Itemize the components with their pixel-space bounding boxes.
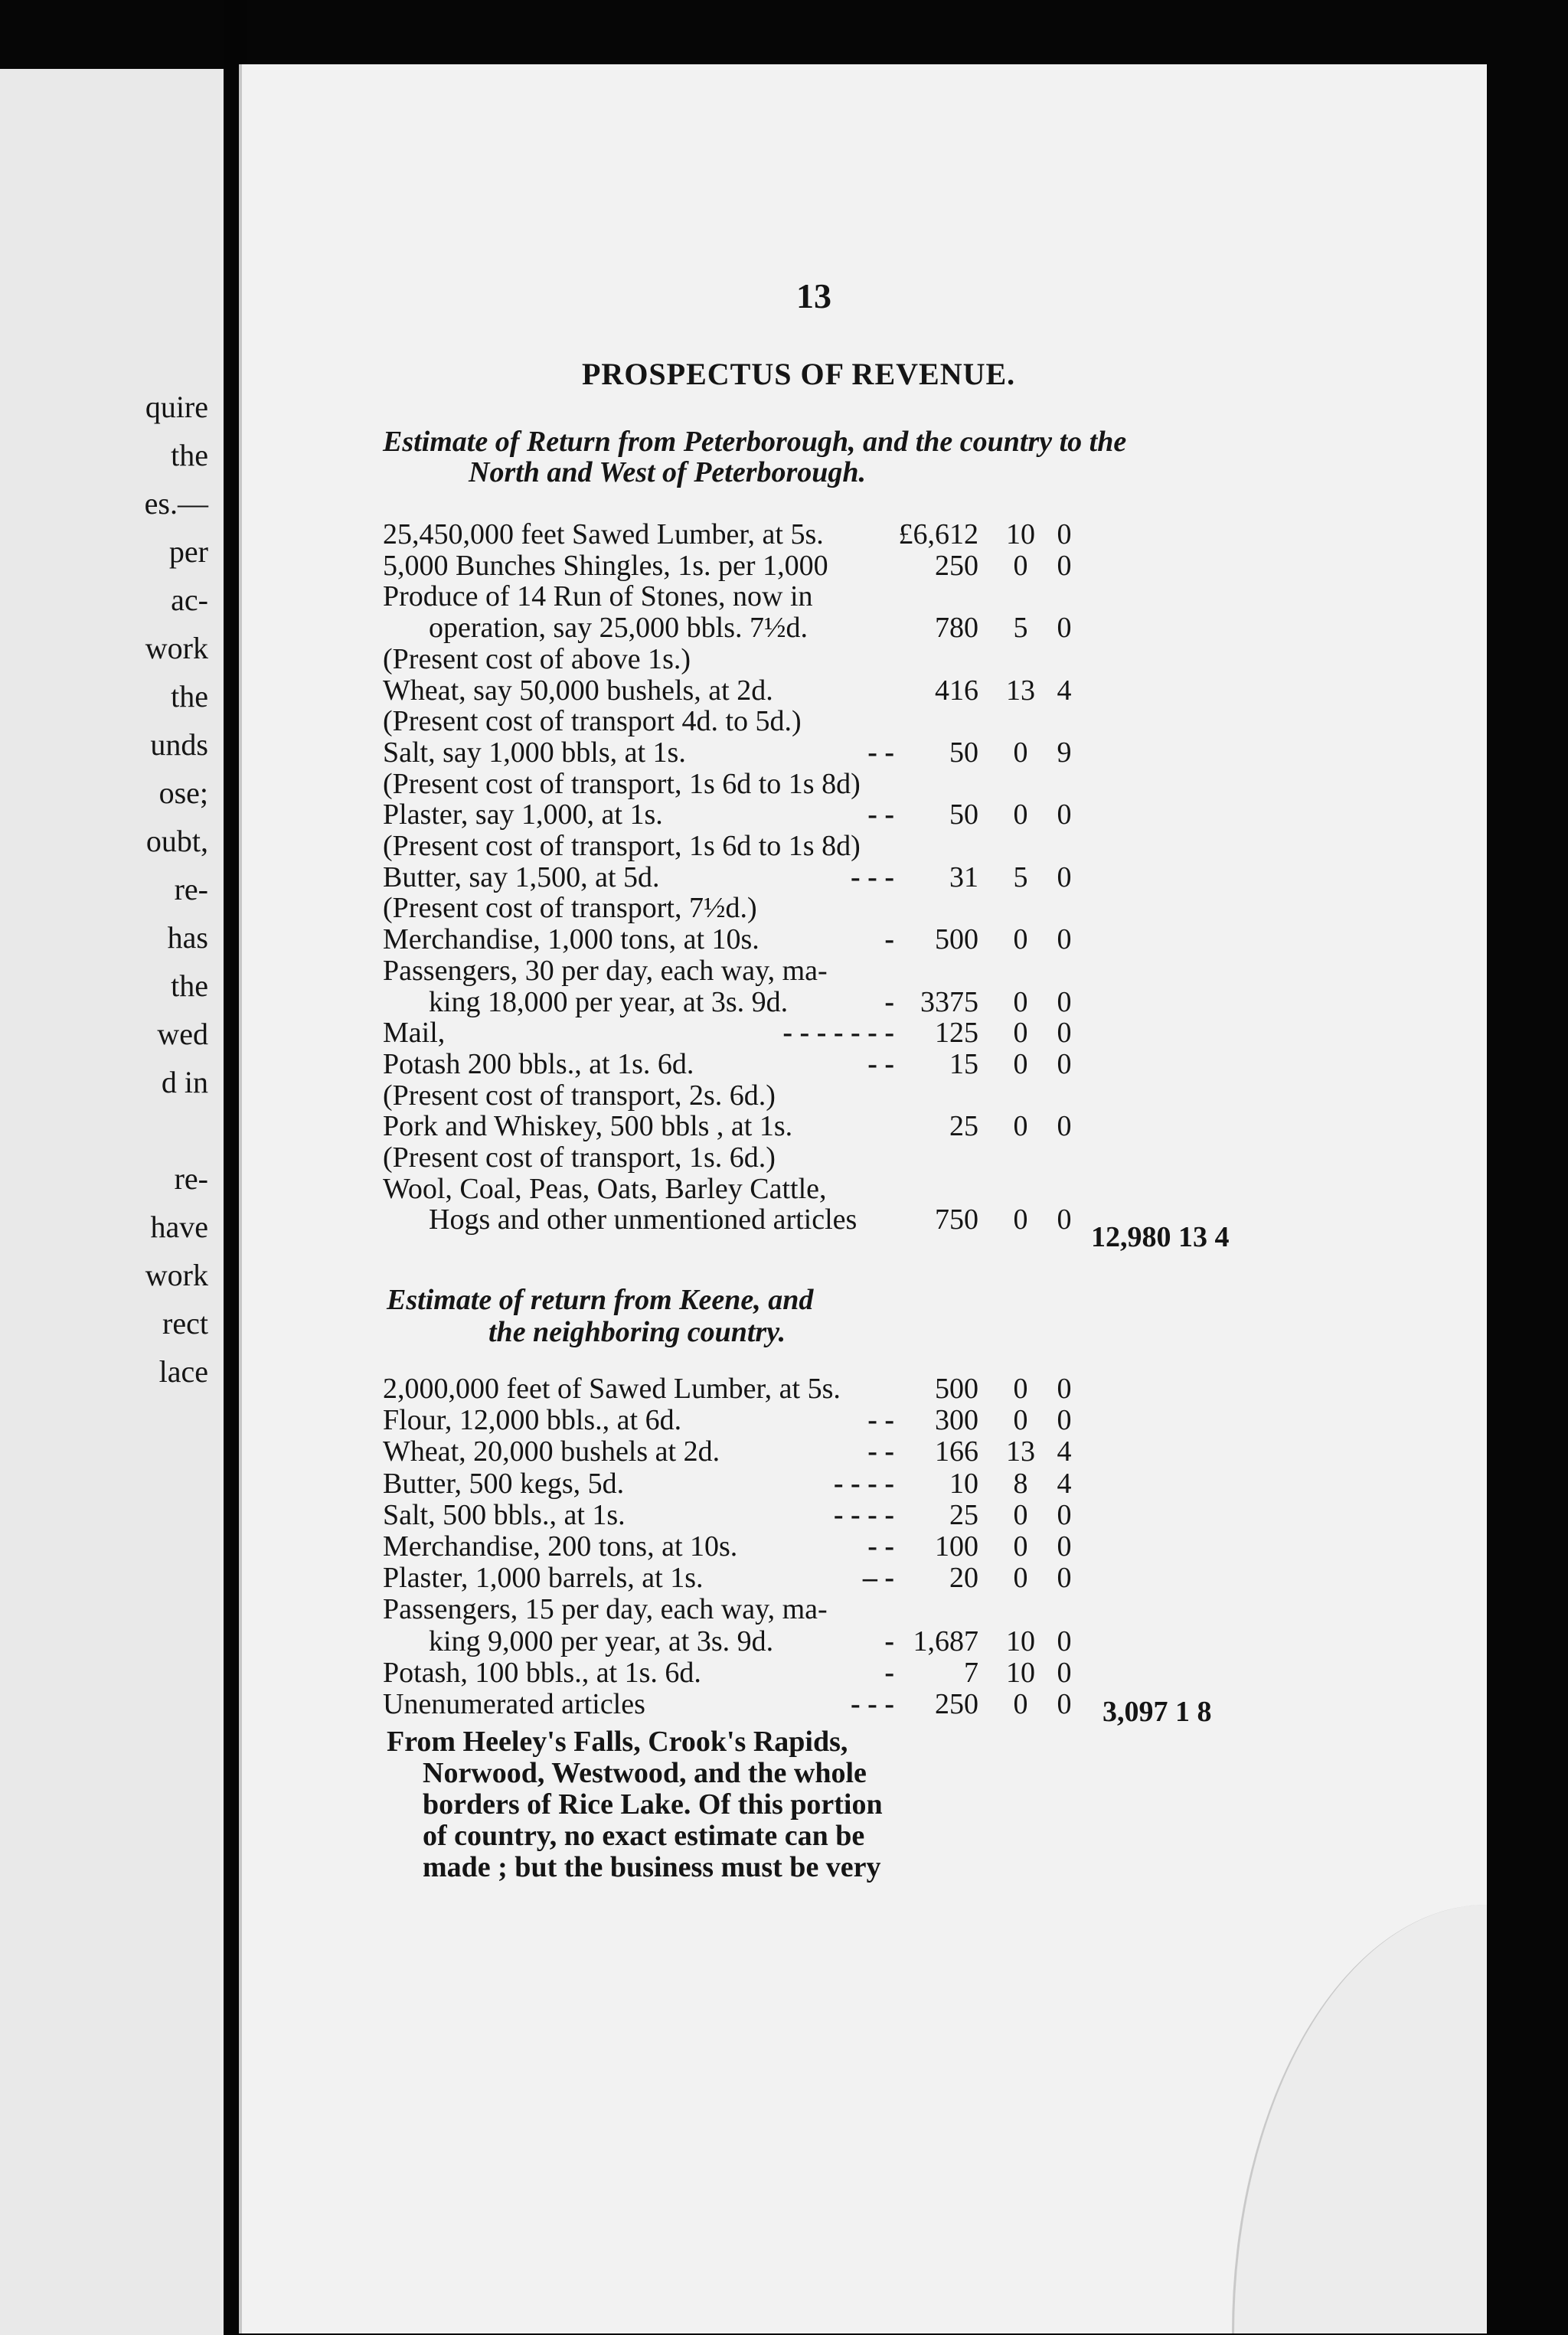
left-page-line: re- bbox=[174, 872, 208, 906]
pence-value: 0 bbox=[1057, 1110, 1072, 1143]
row-description: Wool, Coal, Peas, Oats, Barley Cattle, bbox=[383, 1172, 827, 1205]
pounds-value: 10 bbox=[949, 1467, 978, 1500]
pounds-value: 166 bbox=[935, 1435, 978, 1468]
left-page bbox=[0, 69, 224, 2335]
row-description: Flour, 12,000 bbls., at 6d. bbox=[383, 1404, 682, 1437]
left-page-line: unds bbox=[150, 727, 208, 762]
row-description: Merchandise, 1,000 tons, at 10s. bbox=[383, 923, 760, 956]
pence-value: 0 bbox=[1057, 549, 1072, 582]
closing-line: borders of Rice Lake. Of this portion bbox=[423, 1788, 883, 1821]
leader-dots: - - - - - - - bbox=[782, 1017, 894, 1050]
closing-line: of country, no exact estimate can be bbox=[423, 1820, 865, 1852]
pounds-value: 31 bbox=[949, 861, 978, 893]
pence-value: 0 bbox=[1057, 1047, 1072, 1080]
leader-dots: - - - - bbox=[833, 1498, 894, 1531]
pence-value: 4 bbox=[1057, 674, 1072, 707]
leader-dots: - - bbox=[867, 736, 894, 769]
pence-value: 0 bbox=[1057, 861, 1072, 893]
row-description: Plaster, say 1,000, at 1s. bbox=[383, 798, 663, 831]
row-description: Butter, say 1,500, at 5d. bbox=[383, 861, 660, 893]
left-page-line: quire bbox=[145, 390, 208, 424]
leader-dots: - - bbox=[867, 1047, 894, 1080]
left-page-line: work bbox=[145, 631, 208, 665]
leader-dots: - bbox=[884, 985, 894, 1018]
shillings-value: 0 bbox=[1013, 923, 1028, 956]
shillings-value: 10 bbox=[1006, 518, 1035, 550]
pence-value: 0 bbox=[1057, 985, 1072, 1018]
row-description: Butter, 500 kegs, 5d. bbox=[383, 1467, 625, 1500]
pounds-value: 125 bbox=[935, 1017, 978, 1050]
shillings-value: 13 bbox=[1006, 674, 1035, 707]
pounds-value: 416 bbox=[935, 674, 978, 707]
left-page-line: the bbox=[171, 968, 208, 1003]
leader-dots: - - - - bbox=[833, 1467, 894, 1500]
left-page-line: ose; bbox=[158, 776, 208, 810]
section1-title-line1: Estimate of Return from Peterborough, and the country to the bbox=[383, 426, 1127, 458]
left-page-line: the bbox=[171, 438, 208, 472]
pounds-value: 25 bbox=[949, 1110, 978, 1143]
pence-value: 0 bbox=[1057, 923, 1072, 956]
pence-value: 4 bbox=[1057, 1467, 1072, 1500]
row-description: Wheat, 20,000 bushels at 2d. bbox=[383, 1435, 720, 1468]
row-description: Hogs and other unmentioned articles bbox=[429, 1203, 858, 1236]
shillings-value: 0 bbox=[1013, 549, 1028, 582]
pounds-value: 750 bbox=[935, 1203, 978, 1236]
row-description: Mail, bbox=[383, 1017, 446, 1050]
left-page-line: has bbox=[167, 920, 208, 955]
shillings-value: 0 bbox=[1013, 1688, 1028, 1720]
left-page-line: re- bbox=[174, 1161, 208, 1196]
shillings-value: 13 bbox=[1006, 1435, 1035, 1468]
pence-value: 0 bbox=[1057, 1017, 1072, 1050]
pounds-value: 500 bbox=[935, 923, 978, 956]
row-description: Potash 200 bbls., at 1s. 6d. bbox=[383, 1047, 694, 1080]
pounds-value: 300 bbox=[935, 1404, 978, 1437]
left-page-line: work bbox=[145, 1258, 208, 1292]
pence-value: 0 bbox=[1057, 1530, 1072, 1563]
left-page-line: es.— bbox=[144, 486, 208, 521]
row-description: Merchandise, 200 tons, at 10s. bbox=[383, 1530, 738, 1563]
leader-dots: - - bbox=[867, 1530, 894, 1563]
closing-line: From Heeley's Falls, Crook's Rapids, bbox=[387, 1726, 848, 1758]
shillings-value: 0 bbox=[1013, 1373, 1028, 1405]
leader-dots: - bbox=[884, 923, 894, 956]
pounds-value: 50 bbox=[949, 798, 978, 831]
leader-dots: – - bbox=[862, 1562, 894, 1595]
left-page-line bbox=[145, 1106, 208, 1154]
pounds-value: 3375 bbox=[920, 985, 978, 1018]
pounds-value: 250 bbox=[935, 1688, 978, 1720]
shillings-value: 8 bbox=[1013, 1467, 1028, 1500]
shillings-value: 0 bbox=[1013, 1562, 1028, 1595]
shillings-value: 0 bbox=[1013, 985, 1028, 1018]
shillings-value: 0 bbox=[1013, 1404, 1028, 1437]
row-description: Salt, 500 bbls., at 1s. bbox=[383, 1498, 626, 1531]
pounds-value: 100 bbox=[935, 1530, 978, 1563]
row-description: (Present cost of transport, 2s. 6d.) bbox=[383, 1079, 776, 1112]
pounds-value: 15 bbox=[949, 1047, 978, 1080]
leader-dots: - - bbox=[867, 1435, 894, 1468]
leader-dots: - bbox=[884, 1656, 894, 1689]
row-description: Potash, 100 bbls., at 1s. 6d. bbox=[383, 1656, 701, 1689]
row-description: (Present cost of above 1s.) bbox=[383, 642, 691, 675]
pence-value: 0 bbox=[1057, 1404, 1072, 1437]
row-description: (Present cost of transport, 1s 6d to 1s 8d) bbox=[383, 830, 861, 862]
pence-value: 0 bbox=[1057, 1656, 1072, 1689]
left-page-line: oubt, bbox=[145, 824, 208, 858]
shillings-value: 10 bbox=[1006, 1625, 1035, 1657]
row-description: Produce of 14 Run of Stones, now in bbox=[383, 580, 813, 613]
section1-title-line2: North and West of Peterborough. bbox=[469, 456, 867, 488]
section2-title-line1: Estimate of return from Keene, and bbox=[387, 1284, 814, 1316]
left-page-line: wed bbox=[157, 1017, 208, 1051]
pounds-value: 1,687 bbox=[913, 1625, 978, 1657]
pence-value: 0 bbox=[1057, 1562, 1072, 1595]
pounds-value: 250 bbox=[935, 549, 978, 582]
left-page-line: the bbox=[171, 679, 208, 714]
row-description: 25,450,000 feet Sawed Lumber, at 5s. bbox=[383, 518, 824, 550]
pounds-value: 500 bbox=[935, 1373, 978, 1405]
section2-total: 3,097 1 8 bbox=[1102, 1696, 1212, 1728]
shillings-value: 5 bbox=[1013, 861, 1028, 893]
pence-value: 0 bbox=[1057, 1625, 1072, 1657]
closing-line: Norwood, Westwood, and the whole bbox=[423, 1757, 867, 1789]
shillings-value: 0 bbox=[1013, 1498, 1028, 1531]
pence-value: 0 bbox=[1057, 612, 1072, 645]
shillings-value: 0 bbox=[1013, 1017, 1028, 1050]
closing-line: made ; but the business must be very bbox=[423, 1851, 881, 1883]
left-page-line: d in bbox=[161, 1065, 208, 1099]
leader-dots: - - - bbox=[851, 1688, 894, 1720]
pounds-value: 25 bbox=[949, 1498, 978, 1531]
pence-value: 0 bbox=[1057, 1203, 1072, 1236]
row-description: Pork and Whiskey, 500 bbls , at 1s. bbox=[383, 1110, 793, 1143]
shillings-value: 0 bbox=[1013, 1110, 1028, 1143]
pounds-value: 780 bbox=[935, 612, 978, 645]
page-number: 13 bbox=[796, 276, 831, 315]
pence-value: 0 bbox=[1057, 1688, 1072, 1720]
shillings-value: 0 bbox=[1013, 1047, 1028, 1080]
pence-value: 0 bbox=[1057, 1373, 1072, 1405]
pounds-value: £6,612 bbox=[898, 518, 978, 550]
pence-value: 0 bbox=[1057, 518, 1072, 550]
page-heading: PROSPECTUS OF REVENUE. bbox=[582, 357, 1016, 391]
leader-dots: - - bbox=[867, 798, 894, 831]
shillings-value: 0 bbox=[1013, 798, 1028, 831]
row-description: (Present cost of transport, 7½d.) bbox=[383, 892, 757, 925]
row-description: 5,000 Bunches Shingles, 1s. per 1,000 bbox=[383, 549, 828, 582]
left-page-line: lace bbox=[158, 1354, 208, 1389]
pence-value: 4 bbox=[1057, 1435, 1072, 1468]
row-description: Wheat, say 50,000 bushels, at 2d. bbox=[383, 674, 773, 707]
row-description: Passengers, 30 per day, each way, ma- bbox=[383, 954, 828, 987]
leader-dots: - bbox=[884, 1625, 894, 1657]
shillings-value: 10 bbox=[1006, 1656, 1035, 1689]
shillings-value: 0 bbox=[1013, 736, 1028, 769]
left-page-line: have bbox=[150, 1210, 208, 1244]
pounds-value: 50 bbox=[949, 736, 978, 769]
left-page-line: ac- bbox=[171, 583, 208, 617]
shillings-value: 0 bbox=[1013, 1530, 1028, 1563]
row-description: operation, say 25,000 bbls. 7½d. bbox=[429, 612, 808, 645]
row-description: Passengers, 15 per day, each way, ma- bbox=[383, 1593, 828, 1626]
leader-dots: - - bbox=[867, 1404, 894, 1437]
row-description: king 9,000 per year, at 3s. 9d. bbox=[429, 1625, 774, 1657]
row-description: Unenumerated articles bbox=[383, 1688, 645, 1720]
row-description: 2,000,000 feet of Sawed Lumber, at 5s. bbox=[383, 1373, 841, 1405]
pence-value: 9 bbox=[1057, 736, 1072, 769]
section1-total: 12,980 13 4 bbox=[1091, 1221, 1230, 1253]
shillings-value: 0 bbox=[1013, 1203, 1028, 1236]
shillings-value: 5 bbox=[1013, 612, 1028, 645]
row-description: (Present cost of transport, 1s. 6d.) bbox=[383, 1141, 776, 1174]
left-page-line: per bbox=[168, 534, 208, 569]
row-description: Salt, say 1,000 bbls, at 1s. bbox=[383, 736, 686, 769]
pence-value: 0 bbox=[1057, 798, 1072, 831]
water-stain bbox=[1232, 1905, 1487, 2333]
leader-dots: - - - bbox=[851, 861, 894, 893]
row-description: Plaster, 1,000 barrels, at 1s. bbox=[383, 1562, 704, 1595]
pence-value: 0 bbox=[1057, 1498, 1072, 1531]
row-description: (Present cost of transport, 1s 6d to 1s 8d) bbox=[383, 767, 861, 800]
row-description: (Present cost of transport 4d. to 5d.) bbox=[383, 705, 802, 738]
pounds-value: 7 bbox=[964, 1656, 978, 1689]
left-page-line: rect bbox=[162, 1306, 208, 1341]
section2-title-line2: the neighboring country. bbox=[488, 1316, 786, 1348]
row-description: king 18,000 per year, at 3s. 9d. bbox=[429, 985, 789, 1018]
pounds-value: 20 bbox=[949, 1562, 978, 1595]
